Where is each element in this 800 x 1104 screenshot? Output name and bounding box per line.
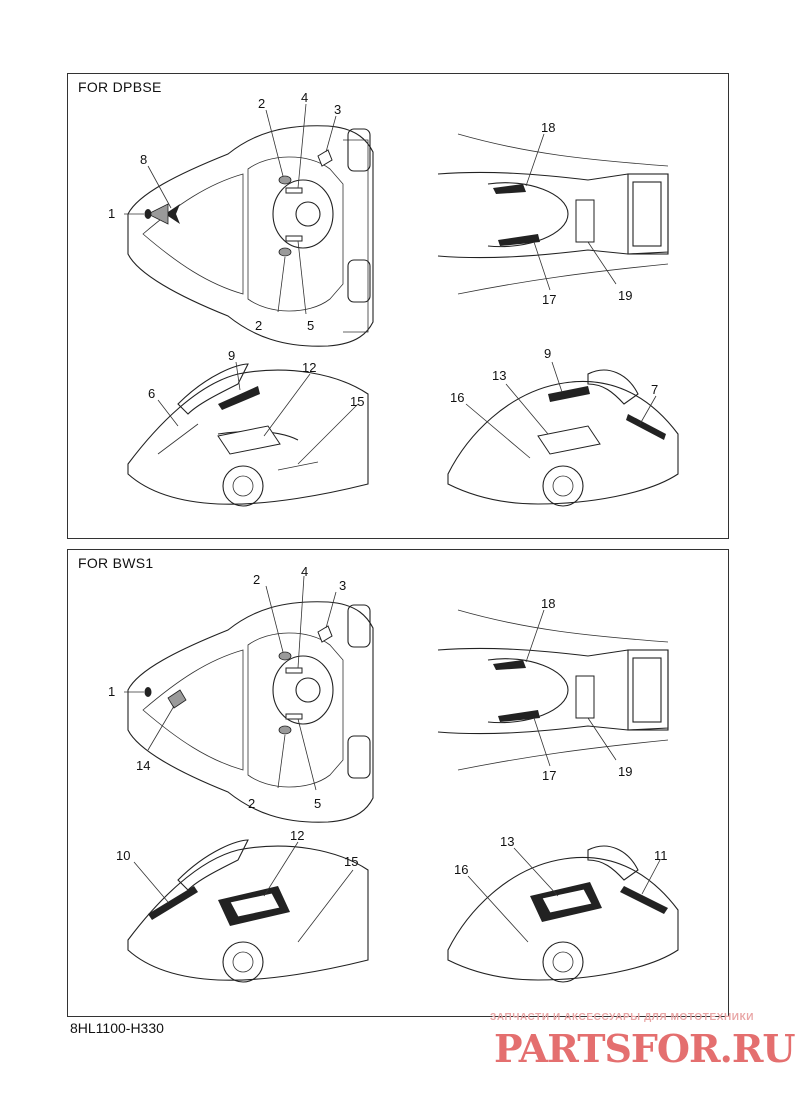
callout-12: 12 xyxy=(302,360,317,375)
callout-16: 16 xyxy=(454,862,469,877)
top-view-hull xyxy=(128,126,373,346)
dpbse-diagram xyxy=(68,74,728,538)
front-right-view xyxy=(448,846,678,982)
callout-8: 8 xyxy=(140,152,148,167)
callout-9: 9 xyxy=(228,348,236,363)
panel-title: FOR BWS1 xyxy=(78,555,154,571)
callout-1: 1 xyxy=(108,684,116,699)
callout-2: 2 xyxy=(253,572,261,587)
callout-15: 15 xyxy=(350,394,365,409)
panel-title: FOR DPBSE xyxy=(78,79,162,95)
callout-1: 1 xyxy=(108,206,116,221)
part-code: 8HL1100-H330 xyxy=(70,1020,164,1036)
callout-15: 15 xyxy=(344,854,359,869)
callout-14: 14 xyxy=(136,758,151,773)
callouts-front-right xyxy=(454,834,668,942)
callout-9: 9 xyxy=(544,346,552,361)
front-left-view xyxy=(128,364,368,506)
callout-18: 18 xyxy=(541,120,556,135)
callout-17: 17 xyxy=(542,768,557,783)
callout-3: 3 xyxy=(334,102,342,117)
callout-11: 11 xyxy=(654,848,668,863)
callout-13: 13 xyxy=(492,368,507,383)
callout-18: 18 xyxy=(541,596,556,611)
callout-13: 13 xyxy=(500,834,515,849)
panel-bws1 xyxy=(67,549,729,1017)
watermark-tagline: ЗАПЧАСТИ И АКСЕССУАРЫ ДЛЯ МОТОТЕХНИКИ xyxy=(490,1012,755,1023)
callout-17: 17 xyxy=(542,292,557,307)
rear-view-hull xyxy=(438,134,668,294)
callout-16: 16 xyxy=(450,390,465,405)
callout-7: 7 xyxy=(651,382,659,397)
callout-5: 5 xyxy=(314,796,322,811)
callout-4: 4 xyxy=(301,564,309,579)
callout-19: 19 xyxy=(618,288,633,303)
bws1-diagram xyxy=(68,550,728,1016)
callouts-front-left xyxy=(116,828,358,942)
rear-view-hull xyxy=(438,610,668,770)
front-right-view xyxy=(448,370,678,506)
callout-3: 3 xyxy=(339,578,347,593)
callout-2: 2 xyxy=(255,318,263,333)
callouts-top-view xyxy=(108,564,346,811)
callout-5: 5 xyxy=(307,318,315,333)
callout-12: 12 xyxy=(290,828,305,843)
front-left-view xyxy=(128,840,368,982)
top-view-hull xyxy=(128,602,373,822)
panel-dpbse xyxy=(67,73,729,539)
callout-4: 4 xyxy=(301,90,309,105)
callout-10: 10 xyxy=(116,848,131,863)
watermark-logo: PARTSFOR.RU xyxy=(494,1026,795,1071)
callout-6: 6 xyxy=(148,386,156,401)
callout-2: 2 xyxy=(258,96,266,111)
callout-19: 19 xyxy=(618,764,633,779)
callout-2: 2 xyxy=(248,796,256,811)
